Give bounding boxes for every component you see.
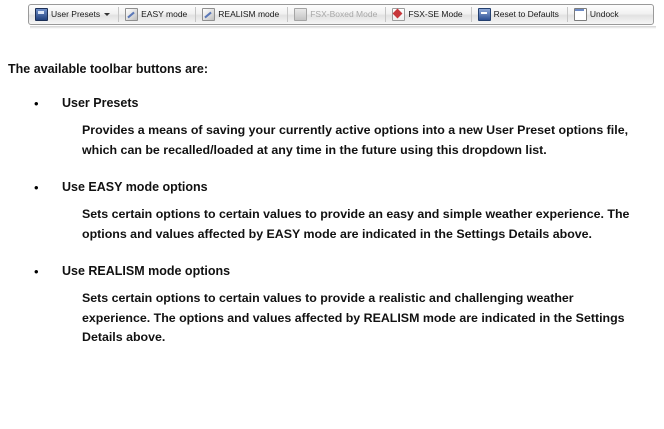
toolbar-separator (567, 7, 568, 22)
bullet-heading-row (8, 95, 664, 112)
toolbar-button-easy-mode[interactable] (121, 5, 193, 24)
bullet-item-user-presets (0, 95, 664, 160)
bullet-item-easy-mode (0, 179, 664, 244)
options-toolbar[interactable] (28, 4, 654, 25)
bullet-body: Provides a means of saving your currently active options into a new User Preset options file, which can be recalled/loaded at any time in the future using this dropdown list. (82, 123, 629, 157)
bullet-marker: • (34, 180, 39, 195)
toolbar-separator (471, 7, 472, 22)
toolbar-button-undock-label: Undock (589, 9, 619, 19)
toolbar-button-reset-to-defaults-label: Reset to Defaults (493, 9, 559, 19)
fsxse-icon (392, 8, 405, 21)
toolbar-separator (195, 7, 196, 22)
toolbar-button-fsx-boxed-mode-label: FSX-Boxed Mode (310, 9, 378, 19)
toolbar-separator (287, 7, 288, 22)
bullet-marker: • (34, 264, 39, 279)
toolbar-button-fsx-se-mode-label: FSX-SE Mode (408, 9, 463, 19)
bullet-marker: • (34, 96, 39, 111)
pencil-icon (125, 8, 138, 21)
bullet-item-realism-mode (0, 263, 664, 348)
pencil-icon (202, 8, 215, 21)
toolbar-button-undock[interactable] (570, 5, 625, 24)
toolbar-button-fsx-boxed-mode (290, 5, 383, 24)
toolbar-button-reset-to-defaults[interactable] (474, 5, 565, 24)
bullet-body: Sets certain options to certain values to provide an easy and simple weather experience. The options and values affected by EASY mode are indicated in the Settings Details above. (82, 207, 630, 241)
toolbar-button-realism-mode-label: REALISM mode (218, 9, 280, 19)
toolbar-region (28, 4, 654, 44)
chevron-down-icon[interactable] (104, 13, 110, 16)
box-icon (294, 8, 307, 21)
bullet-title: Use EASY mode options (62, 180, 208, 194)
toolbar-button-easy-mode-label: EASY mode (141, 9, 188, 19)
bullet-body: Sets certain options to certain values to provide a realistic and challenging weather experience. The options and values affected by REALISM mode are indicated in the Settings Details above. (82, 291, 625, 344)
toolbar-button-realism-mode[interactable] (198, 5, 285, 24)
toolbar-separator (385, 7, 386, 22)
toolbar-button-fsx-se-mode[interactable] (388, 5, 468, 24)
bullet-heading-row (8, 179, 664, 196)
document-body (0, 62, 664, 348)
toolbar-shadow (30, 26, 656, 29)
intro-text: The available toolbar buttons are: (8, 62, 209, 76)
bullet-heading-row (8, 263, 664, 280)
bullet-title: Use REALISM mode options (62, 264, 231, 278)
user-presets-icon (35, 8, 48, 21)
undock-icon (574, 8, 587, 21)
reset-icon (478, 8, 491, 21)
toolbar-button-user-presets[interactable] (31, 5, 116, 24)
toolbar-button-user-presets-label: User Presets (51, 9, 101, 19)
bullet-title: User Presets (62, 96, 139, 110)
toolbar-separator (118, 7, 119, 22)
